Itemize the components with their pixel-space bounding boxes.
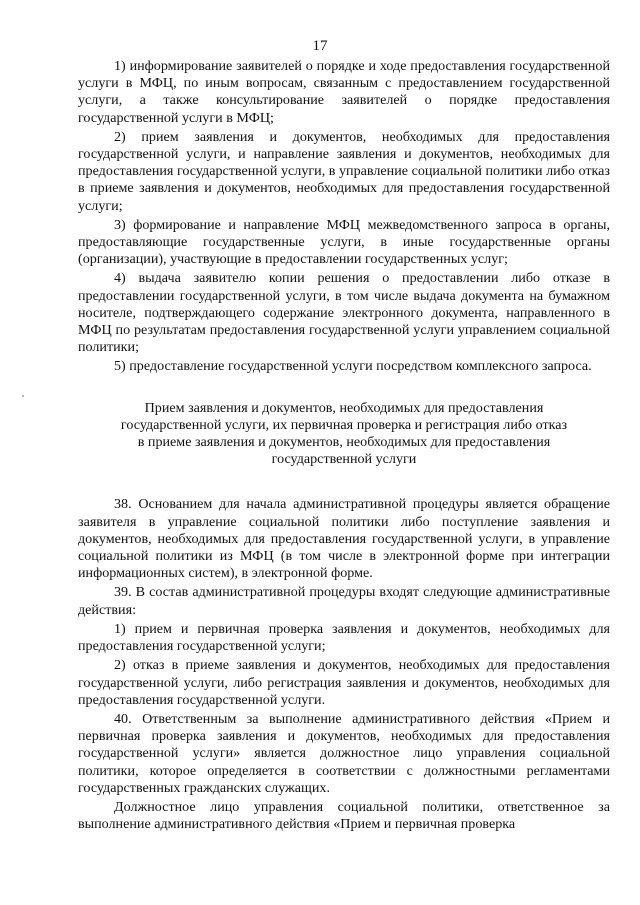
list-item: 1) информирование заявителей о порядке и ходе предоставления государственной услуги в МФЦ, по иным вопросам, связанным с предоставлением государственной услуги, а также консультирование заявителей о порядке предоставления государственной услуги в МФЦ;	[78, 58, 610, 126]
list-item: 3) формирование и направление МФЦ межведомственного запроса в органы, предоставляющие государственные услуги, в иные государственные органы (организации), участвующие в предоставлении государственных услуг;	[78, 216, 610, 268]
list-item: 1) прием и первичная проверка заявления и документов, необходимых для предоставления государственной услуги;	[78, 620, 610, 655]
section-heading	[78, 400, 610, 469]
section-heading-line: Прием заявления и документов, необходимых для предоставления	[144, 399, 544, 416]
margin-dot	[22, 395, 24, 397]
paragraph-40: 40. Ответственным за выполнение административного действия «Прием и первичная проверка заявления и документов, необходимых для предоставления государственной услуги» является должностное лицо управления социальной политики, которое определяется в соответствии с должностными регламентами государственных гражданских служащих.	[78, 710, 610, 796]
section-heading-line: в приеме заявления и документов, необходимых для предоставления	[137, 434, 551, 451]
page-number: 17	[312, 38, 328, 54]
section-heading-line: государственной услуги, их первичная проверка и регистрация либо отказ	[120, 416, 568, 433]
paragraph-continuation: Должностное лицо управления социальной политики, ответственное за выполнение административного действия «Прием и первичная проверка	[78, 798, 610, 833]
list-item: 5) предоставление государственной услуги посредством комплексного запроса.	[114, 358, 592, 375]
paragraph-38: 38. Основанием для начала административной процедуры является обращение заявителя в управление социальной политики либо поступление заявления и документов, необходимых для предоставления государственной услуги, в управление социальной политики из МФЦ (в том числе в электронной форме при интеграции информационных систем), в электронной форме.	[78, 496, 610, 582]
list-item: 2) отказ в приеме заявления и документов, необходимых для предоставления государственной услуги, либо регистрация заявления и документов, необходимых для предоставления государственной услуги.	[78, 657, 610, 708]
list-item: 2) прием заявления и документов, необходимых для предоставления государственной услуги, и направление заявления и документов, необходимых для предоставления государственной услуги, в управление социальной политики либо отказ в приеме заявления и документов, необходимых для предоставления государственной услуги;	[78, 128, 610, 214]
section-heading-line: государственной услуги	[271, 451, 417, 468]
list-item: 4) выдача заявителю копии решения о предоставлении либо отказе в предоставлении государственной услуги, в том числе выдача документа на бумажном носителе, подтверждающего содержание электронного документа, направленного в МФЦ по результатам предоставления государственной услуги управлением социальной политики;	[78, 270, 610, 356]
paragraph-39: 39. В состав административной процедуры входят следующие административные действия:	[78, 584, 610, 618]
body-text	[78, 58, 610, 835]
